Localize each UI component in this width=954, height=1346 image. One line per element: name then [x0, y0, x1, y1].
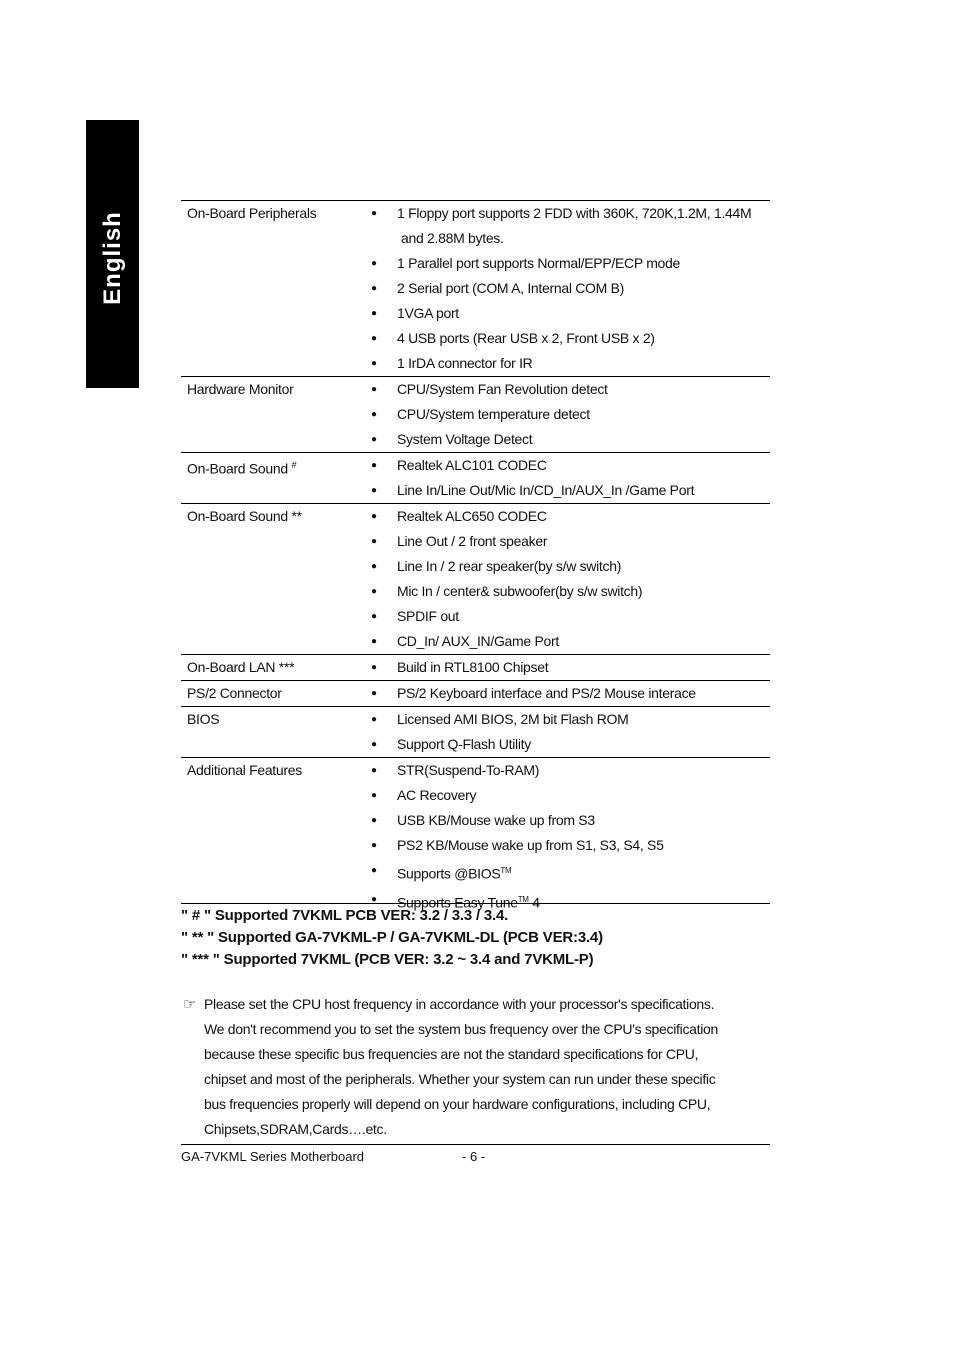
spec-row: [181, 453, 770, 504]
spec-item: [371, 251, 770, 276]
language-tab-label: English: [98, 211, 126, 305]
spec-label-text: Hardware Monitor: [187, 381, 294, 397]
page-number: - 6 -: [462, 1149, 486, 1164]
spec-item-list: [371, 201, 770, 376]
spec-item: [371, 529, 770, 554]
spec-item-list: [371, 504, 770, 654]
spec-item: [371, 351, 770, 376]
spec-row: [181, 201, 770, 377]
page-footer: [181, 1144, 770, 1164]
spec-item-list: [371, 681, 770, 706]
spec-item-text: 1 IrDA connector for IR: [397, 355, 533, 371]
spec-item-text: 4 USB ports (Rear USB x 2, Front USB x 2): [397, 330, 655, 346]
spec-label-text: On-Board LAN ***: [187, 659, 295, 675]
spec-item-list: [371, 453, 770, 503]
spec-label-text: On-Board Peripherals: [187, 205, 317, 221]
spec-item-text: 1VGA port: [397, 305, 459, 321]
note-sound-models: " ** " Supported GA-7VKML-P / GA-7VKML-DL (PCB VER:3.4): [181, 929, 603, 946]
trademark-superscript: TM: [517, 894, 529, 904]
pointing-hand-icon: ☞: [183, 996, 197, 1013]
spec-item-text: CD_In/ AUX_IN/Game Port: [397, 633, 559, 649]
spec-row: [181, 707, 770, 758]
spec-label-superscript: #: [291, 460, 297, 470]
spec-item: [371, 655, 770, 680]
spec-item: [371, 427, 770, 452]
trademark-superscript: TM: [500, 866, 512, 875]
notice-line: because these specific bus frequencies are not the standard specifications for CPU,: [204, 1046, 699, 1062]
spec-item: [371, 504, 770, 529]
spec-item: [371, 604, 770, 629]
spec-item-text: 1 Floppy port supports 2 FDD with 360K, 720K,1.2M, 1.44M: [397, 205, 752, 221]
spec-item-text: 1 Parallel port supports Normal/EPP/ECP mode: [397, 255, 681, 271]
spec-item-text: USB KB/Mouse wake up from S3: [397, 812, 595, 828]
spec-label: [181, 681, 371, 706]
spec-label: [181, 655, 371, 680]
spec-item-text: Licensed AMI BIOS, 2M bit Flash ROM: [397, 711, 629, 727]
spec-item-list: [371, 655, 770, 680]
spec-item-list: [371, 707, 770, 757]
spec-item-text: System Voltage Detect: [397, 431, 533, 447]
spec-item-text: Line In/Line Out/Mic In/CD_In/AUX_In /Game Port: [397, 482, 695, 498]
spec-item-text: CPU/System temperature detect: [397, 406, 590, 422]
spec-label-text: On-Board Sound **: [187, 508, 302, 524]
spec-item-text: PS/2 Keyboard interface and PS/2 Mouse interace: [397, 685, 696, 701]
spec-item-text: Line In / 2 rear speaker(by s/w switch): [397, 558, 622, 574]
notice-line: Please set the CPU host frequency in accordance with your processor's specifications.: [204, 996, 715, 1012]
spec-label-text: Additional Features: [187, 762, 302, 778]
note-sound-ver: " # " Supported 7VKML PCB VER: 3.2 / 3.3 / 3.4.: [181, 907, 509, 924]
notice-line: chipset and most of the peripherals. Whether your system can run under these specific: [204, 1071, 716, 1087]
spec-item-text: Mic In / center& subwoofer(by s/w switch): [397, 583, 643, 599]
spec-item: [371, 808, 770, 833]
spec-item: [371, 402, 770, 427]
spec-item: [371, 732, 770, 757]
spec-item-text: Support Q-Flash Utility: [397, 736, 531, 752]
spec-item-text: Realtek ALC101 CODEC: [397, 457, 547, 473]
spec-item-text: CPU/System Fan Revolution detect: [397, 381, 608, 397]
spec-item: [371, 326, 770, 351]
spec-label: [181, 453, 371, 503]
spec-row: [181, 504, 770, 655]
spec-row: [181, 655, 770, 681]
spec-label-text: BIOS: [187, 711, 220, 727]
spec-item-suffix: 4: [528, 894, 540, 911]
note-lan-ver: " *** " Supported 7VKML (PCB VER: 3.2 ~ 3.4 and 7VKML-P): [181, 951, 594, 968]
footer-model: GA-7VKML Series Motherboard: [181, 1149, 365, 1164]
spec-label: [181, 707, 371, 757]
cpu-frequency-notice: [183, 992, 763, 1142]
spec-label: [181, 758, 371, 915]
spec-item-text: 2 Serial port (COM A, Internal COM B): [397, 280, 624, 296]
spec-item-continuation: and 2.88M bytes.: [401, 230, 504, 246]
spec-item: [371, 858, 770, 887]
language-tab: [86, 120, 139, 388]
specifications-table: [181, 200, 770, 915]
spec-item: [371, 783, 770, 808]
spec-item-text: SPDIF out: [397, 608, 459, 624]
spec-item-list: [371, 377, 770, 452]
spec-item-text: Line Out / 2 front speaker: [397, 533, 548, 549]
spec-label-text: PS/2 Connector: [187, 685, 282, 701]
spec-label: [181, 504, 371, 654]
spec-label-text: On-Board Sound: [187, 460, 288, 477]
notice-line: We don't recommend you to set the system bus frequency over the CPU's specification: [204, 1021, 718, 1037]
spec-item: [371, 276, 770, 301]
spec-item-text: Supports @BIOS: [397, 865, 501, 882]
spec-item: [371, 377, 770, 402]
spec-item: [371, 478, 770, 503]
notice-line: bus frequencies properly will depend on your hardware configurations, including CPU,: [204, 1096, 711, 1112]
notice-line: Chipsets,SDRAM,Cards….etc.: [204, 1121, 387, 1137]
spec-label: [181, 201, 371, 376]
spec-item: [371, 681, 770, 706]
spec-item-text: Build in RTL8100 Chipset: [397, 659, 549, 675]
spec-item: [371, 453, 770, 478]
spec-row: [181, 681, 770, 707]
spec-label: [181, 377, 371, 452]
spec-item: [371, 707, 770, 732]
spec-row: [181, 758, 770, 915]
spec-item-text: PS2 KB/Mouse wake up from S1, S3, S4, S5: [397, 837, 664, 853]
spec-row: [181, 377, 770, 453]
spec-item-text: STR(Suspend-To-RAM): [397, 762, 540, 778]
spec-item-list: [371, 758, 770, 915]
spec-item: [371, 201, 770, 251]
spec-item-text: AC Recovery: [397, 787, 477, 803]
spec-item: [371, 579, 770, 604]
support-notes: [181, 903, 770, 971]
spec-item-text: Realtek ALC650 CODEC: [397, 508, 547, 524]
spec-item-text: Supports Easy Tune: [397, 894, 518, 911]
spec-item: [371, 629, 770, 654]
spec-item: [371, 301, 770, 326]
spec-item: [371, 554, 770, 579]
spec-item: [371, 833, 770, 858]
spec-item: [371, 758, 770, 783]
